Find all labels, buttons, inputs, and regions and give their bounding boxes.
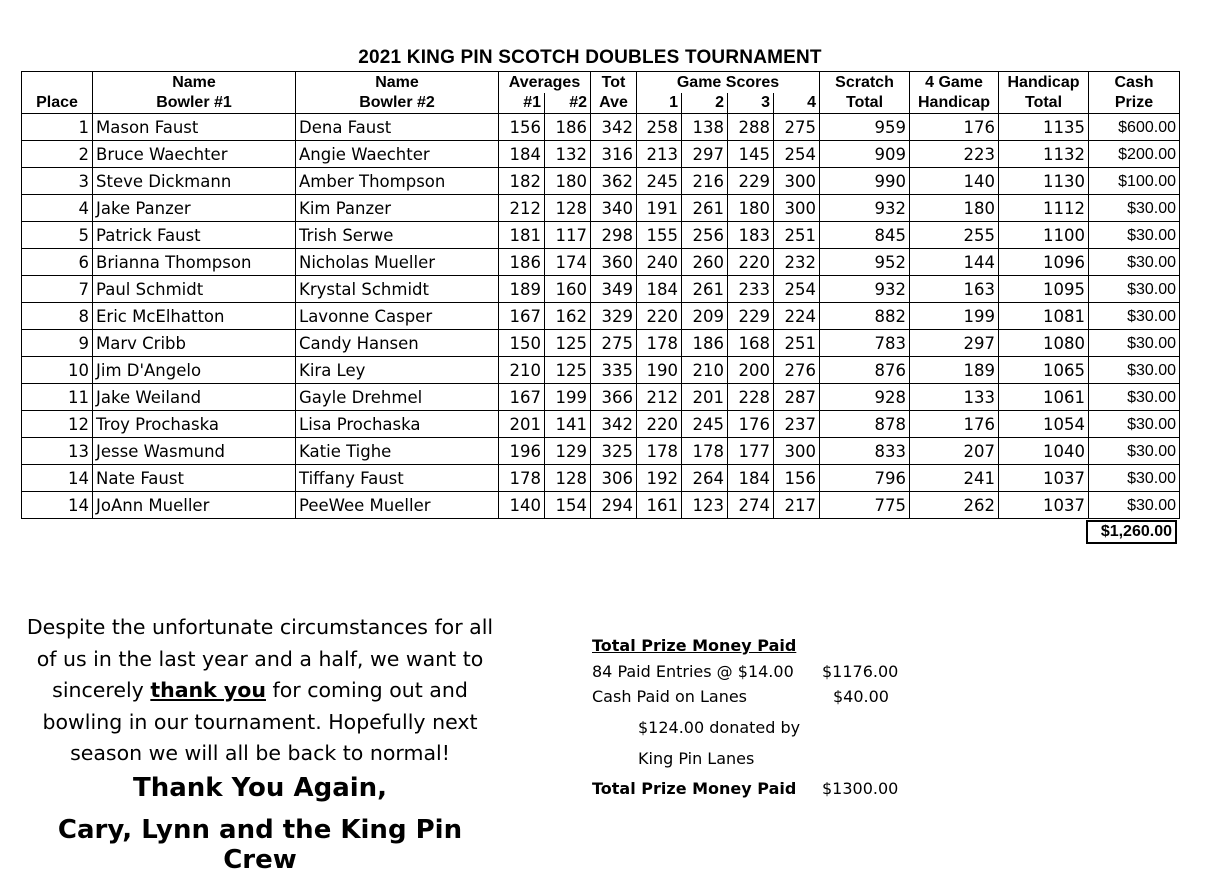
cell-bowler2: Angie Waechter [296, 141, 499, 168]
cell-scratch-total: 928 [820, 384, 910, 411]
cell-place: 12 [22, 411, 93, 438]
cell-game1: 213 [637, 141, 682, 168]
cell-game4: 217 [774, 492, 820, 519]
cell-game1: 192 [637, 465, 682, 492]
results-body [22, 114, 1180, 519]
header-handicap-total-top: Handicap [999, 72, 1089, 93]
table-row [22, 222, 1180, 249]
cell-cash-prize: $100.00 [1089, 168, 1180, 195]
cell-avg1: 156 [499, 114, 545, 141]
cell-tot-ave: 366 [591, 384, 637, 411]
cell-bowler2: PeeWee Mueller [296, 492, 499, 519]
table-row [22, 276, 1180, 303]
cell-bowler1: Bruce Waechter [93, 141, 296, 168]
cell-handicap: 297 [910, 330, 999, 357]
cell-cash-prize: $30.00 [1089, 303, 1180, 330]
cell-bowler1: Jim D'Angelo [93, 357, 296, 384]
cell-handicap: 176 [910, 411, 999, 438]
cell-game2: 256 [682, 222, 728, 249]
cell-game4: 287 [774, 384, 820, 411]
header-name1-top: Name [93, 72, 296, 93]
cell-avg2: 162 [545, 303, 591, 330]
cell-game1: 240 [637, 249, 682, 276]
cell-game3: 177 [728, 438, 774, 465]
cell-cash-prize: $30.00 [1089, 222, 1180, 249]
cell-place: 14 [22, 465, 93, 492]
cell-handicap-total: 1100 [999, 222, 1089, 249]
cell-bowler1: Jesse Wasmund [93, 438, 296, 465]
header-averages: Averages [499, 72, 591, 93]
cell-avg1: 196 [499, 438, 545, 465]
table-row [22, 141, 1180, 168]
message-line: season we will all be back to normal! [70, 741, 450, 765]
cell-handicap: 180 [910, 195, 999, 222]
cell-game4: 237 [774, 411, 820, 438]
header-handicap: Handicap [910, 93, 999, 114]
cell-game4: 300 [774, 438, 820, 465]
cell-handicap-total: 1037 [999, 465, 1089, 492]
cell-handicap-total: 1130 [999, 168, 1089, 195]
message-line: of us in the last year and a half, we want to [36, 646, 484, 671]
cell-bowler1: Jake Weiland [93, 384, 296, 411]
cell-handicap-total: 1065 [999, 357, 1089, 384]
cell-bowler1: Jake Panzer [93, 195, 296, 222]
cell-game3: 229 [728, 168, 774, 195]
header-cash-prize: Prize [1089, 93, 1180, 114]
cell-place: 2 [22, 141, 93, 168]
cell-scratch-total: 878 [820, 411, 910, 438]
cell-handicap-total: 1061 [999, 384, 1089, 411]
cell-tot-ave: 340 [591, 195, 637, 222]
header-game3: 3 [728, 93, 774, 114]
cell-avg1: 186 [499, 249, 545, 276]
cell-tot-ave: 325 [591, 438, 637, 465]
cell-game2: 123 [682, 492, 728, 519]
cell-scratch-total: 783 [820, 330, 910, 357]
table-row [22, 249, 1180, 276]
cell-avg1: 184 [499, 141, 545, 168]
message-line [20, 675, 500, 707]
cell-bowler1: Mason Faust [93, 114, 296, 141]
cell-handicap-total: 1135 [999, 114, 1089, 141]
table-row [22, 411, 1180, 438]
cell-avg1: 212 [499, 195, 545, 222]
table-row [22, 357, 1180, 384]
cell-avg2: 154 [545, 492, 591, 519]
cell-game1: 220 [637, 303, 682, 330]
cell-bowler1: Brianna Thompson [93, 249, 296, 276]
header-game4: 4 [774, 93, 820, 114]
cell-bowler2: Gayle Drehmel [296, 384, 499, 411]
header-handicap-total: Total [999, 93, 1089, 114]
cell-handicap-total: 1132 [999, 141, 1089, 168]
header-scratch-total: Total [820, 93, 910, 114]
cell-cash-prize: $30.00 [1089, 438, 1180, 465]
cell-handicap-total: 1096 [999, 249, 1089, 276]
cell-scratch-total: 882 [820, 303, 910, 330]
cell-cash-prize: $30.00 [1089, 492, 1180, 519]
cell-tot-ave: 316 [591, 141, 637, 168]
cell-game3: 180 [728, 195, 774, 222]
cell-game4: 251 [774, 222, 820, 249]
cell-avg2: 186 [545, 114, 591, 141]
cell-avg1: 167 [499, 303, 545, 330]
cell-game2: 216 [682, 168, 728, 195]
cell-handicap: 140 [910, 168, 999, 195]
cell-tot-ave: 294 [591, 492, 637, 519]
cell-avg2: 180 [545, 168, 591, 195]
cell-game1: 220 [637, 411, 682, 438]
cell-avg2: 129 [545, 438, 591, 465]
cell-handicap: 255 [910, 222, 999, 249]
cash-total: $1,260.00 [1086, 520, 1177, 544]
cell-bowler2: Dena Faust [296, 114, 499, 141]
cell-game1: 178 [637, 330, 682, 357]
cell-place: 4 [22, 195, 93, 222]
message-text: for coming out and [265, 678, 468, 702]
page-title: 2021 KING PIN SCOTCH DOUBLES TOURNAMENT [358, 47, 822, 68]
cell-place: 7 [22, 276, 93, 303]
cell-place: 14 [22, 492, 93, 519]
thanks-again: Thank You Again, [132, 773, 388, 803]
cell-bowler1: JoAnn Mueller [93, 492, 296, 519]
cell-place: 1 [22, 114, 93, 141]
cell-bowler2: Trish Serwe [296, 222, 499, 249]
cell-avg1: 178 [499, 465, 545, 492]
cell-handicap: 176 [910, 114, 999, 141]
cell-game4: 224 [774, 303, 820, 330]
cell-handicap: 189 [910, 357, 999, 384]
cell-scratch-total: 833 [820, 438, 910, 465]
header-bowler2: Bowler #2 [296, 93, 499, 114]
cell-scratch-total: 909 [820, 141, 910, 168]
cell-tot-ave: 306 [591, 465, 637, 492]
cell-bowler2: Lavonne Casper [296, 303, 499, 330]
cell-game4: 276 [774, 357, 820, 384]
cell-bowler1: Marv Cribb [93, 330, 296, 357]
signature: Cary, Lynn and the King Pin Crew [57, 815, 463, 875]
cell-tot-ave: 360 [591, 249, 637, 276]
cell-bowler2: Kim Panzer [296, 195, 499, 222]
cell-bowler2: Katie Tighe [296, 438, 499, 465]
cell-game3: 183 [728, 222, 774, 249]
cell-avg2: 128 [545, 195, 591, 222]
cell-handicap: 262 [910, 492, 999, 519]
table-row [22, 168, 1180, 195]
cell-handicap-total: 1040 [999, 438, 1089, 465]
cell-game3: 200 [728, 357, 774, 384]
cell-game1: 190 [637, 357, 682, 384]
cell-bowler1: Eric McElhatton [93, 303, 296, 330]
cell-avg1: 140 [499, 492, 545, 519]
cell-avg2: 128 [545, 465, 591, 492]
cell-avg2: 125 [545, 357, 591, 384]
results-table [21, 71, 1180, 519]
cell-game2: 178 [682, 438, 728, 465]
table-row [22, 303, 1180, 330]
cell-game3: 233 [728, 276, 774, 303]
cell-cash-prize: $600.00 [1089, 114, 1180, 141]
cell-tot-ave: 329 [591, 303, 637, 330]
header-game2: 2 [682, 93, 728, 114]
header-scratch-top: Scratch [820, 72, 910, 93]
cell-bowler2: Lisa Prochaska [296, 411, 499, 438]
cell-game1: 258 [637, 114, 682, 141]
cell-avg1: 201 [499, 411, 545, 438]
table-row [22, 438, 1180, 465]
cell-avg1: 150 [499, 330, 545, 357]
cell-game2: 261 [682, 195, 728, 222]
cell-game4: 251 [774, 330, 820, 357]
cell-avg2: 132 [545, 141, 591, 168]
cell-tot-ave: 342 [591, 411, 637, 438]
table-row [22, 114, 1180, 141]
cell-handicap-total: 1080 [999, 330, 1089, 357]
cell-bowler2: Amber Thompson [296, 168, 499, 195]
cell-scratch-total: 932 [820, 276, 910, 303]
prize-summary-heading: Total Prize Money Paid [592, 636, 797, 655]
header-game-scores: Game Scores [637, 72, 820, 93]
donation-line1: $124.00 donated by [638, 718, 801, 737]
cell-bowler1: Steve Dickmann [93, 168, 296, 195]
cell-game3: 229 [728, 303, 774, 330]
cell-avg1: 182 [499, 168, 545, 195]
cell-handicap-total: 1037 [999, 492, 1089, 519]
cell-game1: 155 [637, 222, 682, 249]
message-line: bowling in our tournament. Hopefully next [42, 709, 478, 734]
cell-tot-ave: 298 [591, 222, 637, 249]
cell-game2: 210 [682, 357, 728, 384]
cell-game1: 161 [637, 492, 682, 519]
header-avg1: #1 [499, 93, 545, 114]
cell-cash-prize: $30.00 [1089, 411, 1180, 438]
cell-cash-prize: $30.00 [1089, 276, 1180, 303]
cell-game4: 254 [774, 141, 820, 168]
cell-scratch-total: 932 [820, 195, 910, 222]
cell-avg1: 210 [499, 357, 545, 384]
cell-bowler1: Nate Faust [93, 465, 296, 492]
cell-scratch-total: 845 [820, 222, 910, 249]
cell-handicap: 144 [910, 249, 999, 276]
cell-scratch-total: 876 [820, 357, 910, 384]
cell-avg1: 181 [499, 222, 545, 249]
cell-place: 3 [22, 168, 93, 195]
cell-scratch-total: 796 [820, 465, 910, 492]
cell-game2: 245 [682, 411, 728, 438]
cell-bowler1: Paul Schmidt [93, 276, 296, 303]
table-row [22, 195, 1180, 222]
cell-game3: 228 [728, 384, 774, 411]
cell-game3: 145 [728, 141, 774, 168]
cell-tot-ave: 349 [591, 276, 637, 303]
cell-game1: 212 [637, 384, 682, 411]
cell-game4: 232 [774, 249, 820, 276]
cell-avg2: 117 [545, 222, 591, 249]
cell-game4: 254 [774, 276, 820, 303]
total-prize-value: $1300.00 [822, 779, 899, 798]
cell-place: 8 [22, 303, 93, 330]
cell-bowler1: Troy Prochaska [93, 411, 296, 438]
cell-game1: 245 [637, 168, 682, 195]
cell-bowler2: Krystal Schmidt [296, 276, 499, 303]
cell-avg1: 189 [499, 276, 545, 303]
cell-place: 9 [22, 330, 93, 357]
cell-cash-prize: $30.00 [1089, 249, 1180, 276]
cell-game4: 300 [774, 195, 820, 222]
cell-cash-prize: $30.00 [1089, 465, 1180, 492]
cell-handicap: 133 [910, 384, 999, 411]
header-game1: 1 [637, 93, 682, 114]
cell-handicap: 207 [910, 438, 999, 465]
thank-you-message [20, 612, 500, 770]
cell-game3: 274 [728, 492, 774, 519]
header-avg2: #2 [545, 93, 591, 114]
cell-scratch-total: 952 [820, 249, 910, 276]
cell-tot-ave: 335 [591, 357, 637, 384]
cell-game3: 220 [728, 249, 774, 276]
cell-game2: 260 [682, 249, 728, 276]
cell-cash-prize: $30.00 [1089, 384, 1180, 411]
cell-bowler1: Patrick Faust [93, 222, 296, 249]
cell-place: 10 [22, 357, 93, 384]
cell-tot-ave: 342 [591, 114, 637, 141]
lanes-value: $40.00 [833, 687, 889, 706]
cell-game4: 156 [774, 465, 820, 492]
table-row [22, 384, 1180, 411]
thank-you-emphasis: thank you [150, 678, 266, 702]
cell-game1: 191 [637, 195, 682, 222]
cell-cash-prize: $30.00 [1089, 357, 1180, 384]
message-line: Despite the unfortunate circumstances for all [26, 615, 494, 639]
cell-handicap-total: 1054 [999, 411, 1089, 438]
total-prize-label: Total Prize Money Paid [592, 779, 797, 798]
header-place-top [22, 72, 93, 93]
header-name2-top: Name [296, 72, 499, 93]
header-bowler1: Bowler #1 [93, 93, 296, 114]
cell-avg2: 199 [545, 384, 591, 411]
cell-game4: 300 [774, 168, 820, 195]
cell-game2: 264 [682, 465, 728, 492]
header-tot-ave: Ave [591, 93, 637, 114]
header-place: Place [22, 93, 93, 114]
lanes-label: Cash Paid on Lanes [592, 687, 748, 706]
header-handicap-top: 4 Game [910, 72, 999, 93]
cell-bowler2: Tiffany Faust [296, 465, 499, 492]
cell-place: 13 [22, 438, 93, 465]
cell-game3: 184 [728, 465, 774, 492]
cell-game3: 176 [728, 411, 774, 438]
cell-handicap: 163 [910, 276, 999, 303]
cell-tot-ave: 362 [591, 168, 637, 195]
cell-game3: 168 [728, 330, 774, 357]
cell-handicap: 223 [910, 141, 999, 168]
cell-game4: 275 [774, 114, 820, 141]
cell-game3: 288 [728, 114, 774, 141]
cell-avg2: 125 [545, 330, 591, 357]
cell-scratch-total: 775 [820, 492, 910, 519]
cell-avg2: 160 [545, 276, 591, 303]
cell-handicap-total: 1081 [999, 303, 1089, 330]
cell-tot-ave: 275 [591, 330, 637, 357]
cell-game2: 209 [682, 303, 728, 330]
header-tot-top: Tot [591, 72, 637, 93]
cell-scratch-total: 959 [820, 114, 910, 141]
cell-game2: 186 [682, 330, 728, 357]
cell-avg1: 167 [499, 384, 545, 411]
cell-game2: 297 [682, 141, 728, 168]
table-row [22, 330, 1180, 357]
cell-avg2: 174 [545, 249, 591, 276]
cell-handicap-total: 1095 [999, 276, 1089, 303]
table-row [22, 492, 1180, 519]
header-cash-top: Cash [1089, 72, 1180, 93]
entries-value: $1176.00 [822, 662, 899, 681]
donation-line2: King Pin Lanes [638, 749, 755, 768]
cell-handicap-total: 1112 [999, 195, 1089, 222]
cell-place: 11 [22, 384, 93, 411]
table-row [22, 465, 1180, 492]
cell-game1: 178 [637, 438, 682, 465]
cell-cash-prize: $30.00 [1089, 330, 1180, 357]
cell-game2: 201 [682, 384, 728, 411]
cell-place: 6 [22, 249, 93, 276]
cell-avg2: 141 [545, 411, 591, 438]
cell-cash-prize: $30.00 [1089, 195, 1180, 222]
cell-game2: 138 [682, 114, 728, 141]
cell-bowler2: Kira Ley [296, 357, 499, 384]
entries-label: 84 Paid Entries @ $14.00 [592, 662, 794, 681]
cell-handicap: 199 [910, 303, 999, 330]
cell-scratch-total: 990 [820, 168, 910, 195]
cell-game1: 184 [637, 276, 682, 303]
cell-bowler2: Nicholas Mueller [296, 249, 499, 276]
cell-place: 5 [22, 222, 93, 249]
message-text: sincerely [52, 678, 151, 702]
cell-cash-prize: $200.00 [1089, 141, 1180, 168]
cell-handicap: 241 [910, 465, 999, 492]
cell-bowler2: Candy Hansen [296, 330, 499, 357]
cell-game2: 261 [682, 276, 728, 303]
